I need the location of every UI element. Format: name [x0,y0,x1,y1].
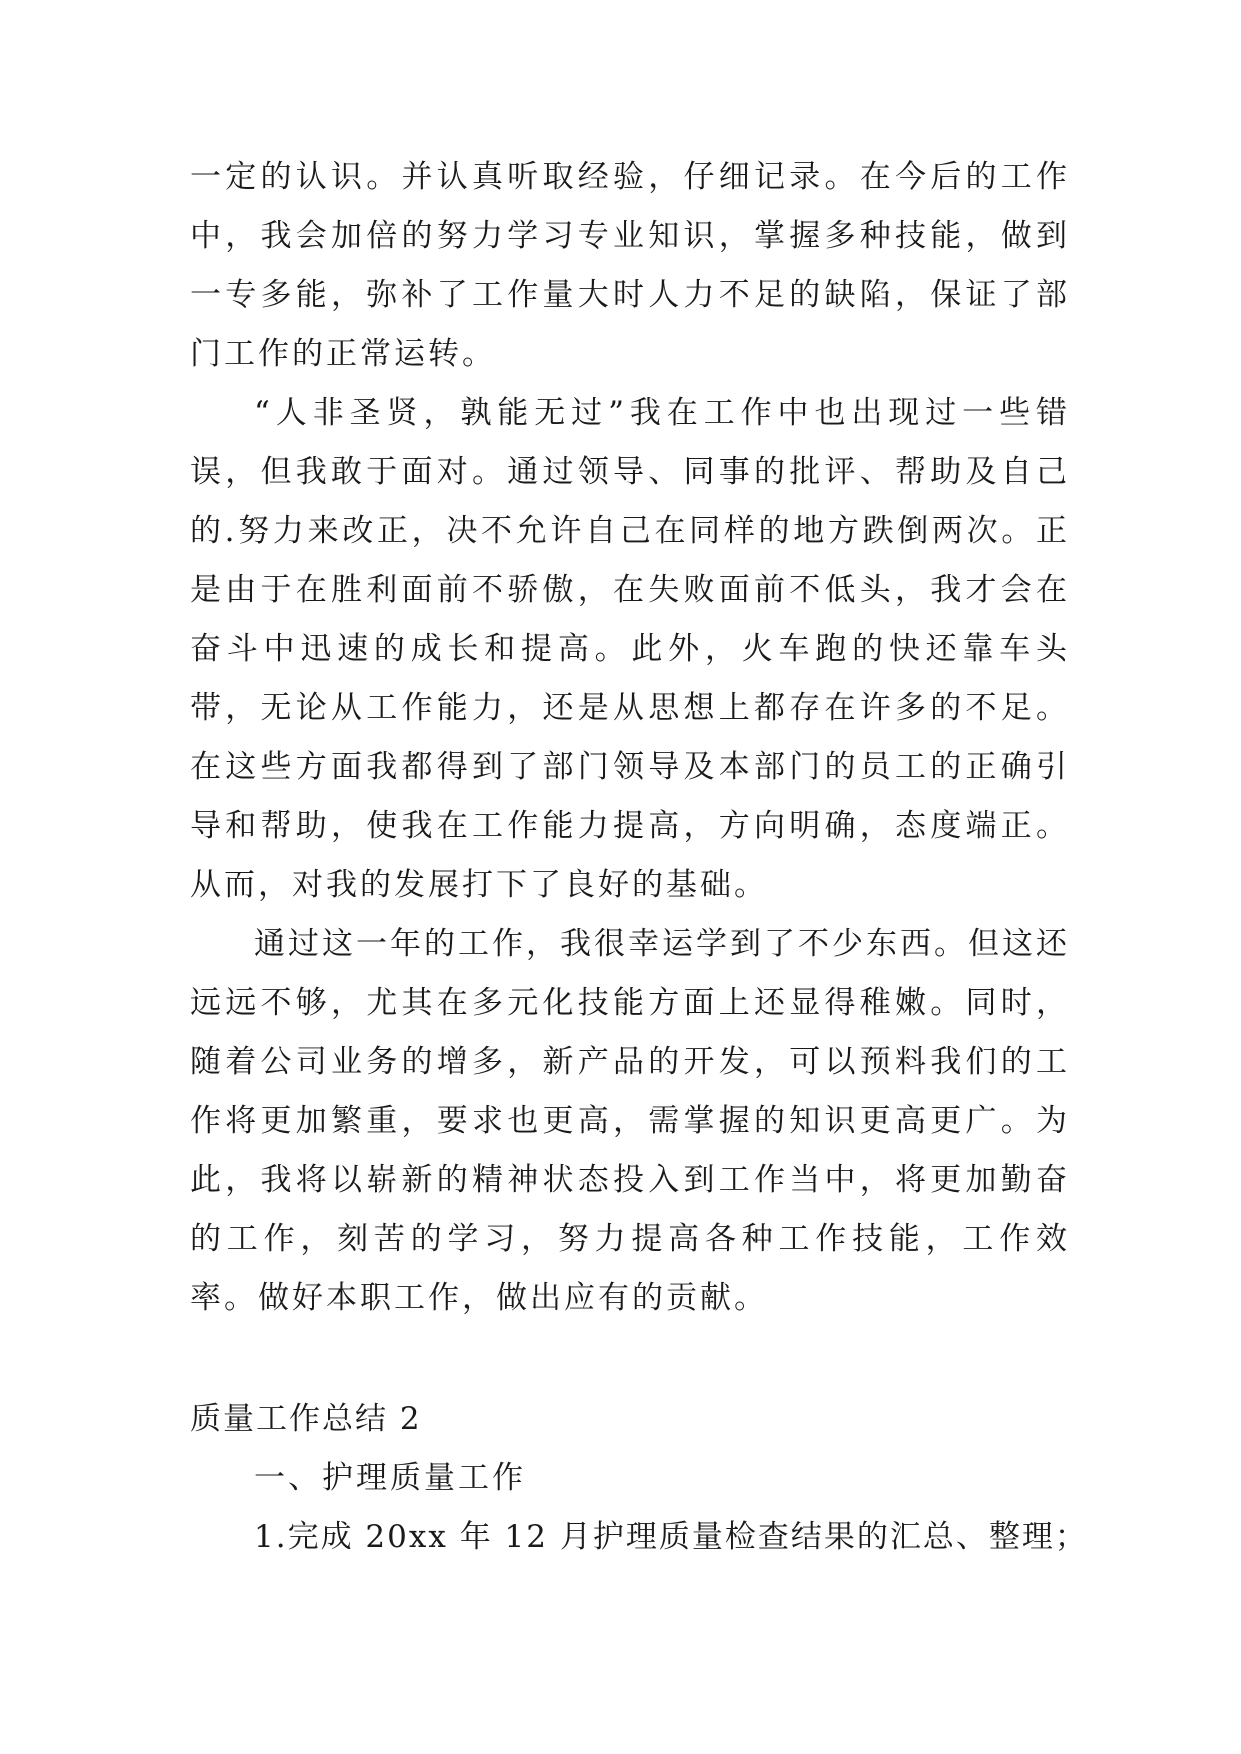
document-body [190,148,1088,1567]
section-title: 质量工作总结 2 [190,1401,422,1437]
paragraph-conclusion: 通过这一年的工作，我很幸运学到了不少东西。但这还远远不够，尤其在多元化技能方面上还显得稚嫩。同时，随着公司业务的增多，新产品的开发，可以预料我们的工作将更加繁重，要求也更高，需掌握的知识更高更广。为此，我将以崭新的精神状态投入到工作当中，将更加勤奋的工作，刻苦的学习，努力提高各种工作技能，工作效率。做好本职工作，做出应有的贡献。 [190,926,1070,1316]
sub-heading: 一、护理质量工作 [254,1460,526,1496]
list-item: 1.完成 20xx 年 12 月护理质量检查结果的汇总、整理； [254,1519,1088,1555]
paragraph-continuation: 一定的认识。并认真听取经验，仔细记录。在今后的工作中，我会加倍的努力学习专业知识，掌握多种技能，做到一专多能，弥补了工作量大时人力不足的缺陷，保证了部门工作的正常运转。 [190,159,1070,372]
paragraph-mistakes: “人非圣贤，孰能无过”我在工作中也出现过一些错误，但我敢于面对。通过领导、同事的批评、帮助及自己的.努力来改正，决不允许自己在同样的地方跌倒两次。正是由于在胜利面前不骄傲，在失败面前不低头，我才会在奋斗中迅速的成长和提高。此外，火车跑的快还靠车头带，无论从工作能力，还是从思想上都存在许多的不足。在这些方面我都得到了部门领导及本部门的员工的正确引导和帮助，使我在工作能力提高，方向明确，态度端正。从而，对我的发展打下了良好的基础。 [190,395,1070,903]
